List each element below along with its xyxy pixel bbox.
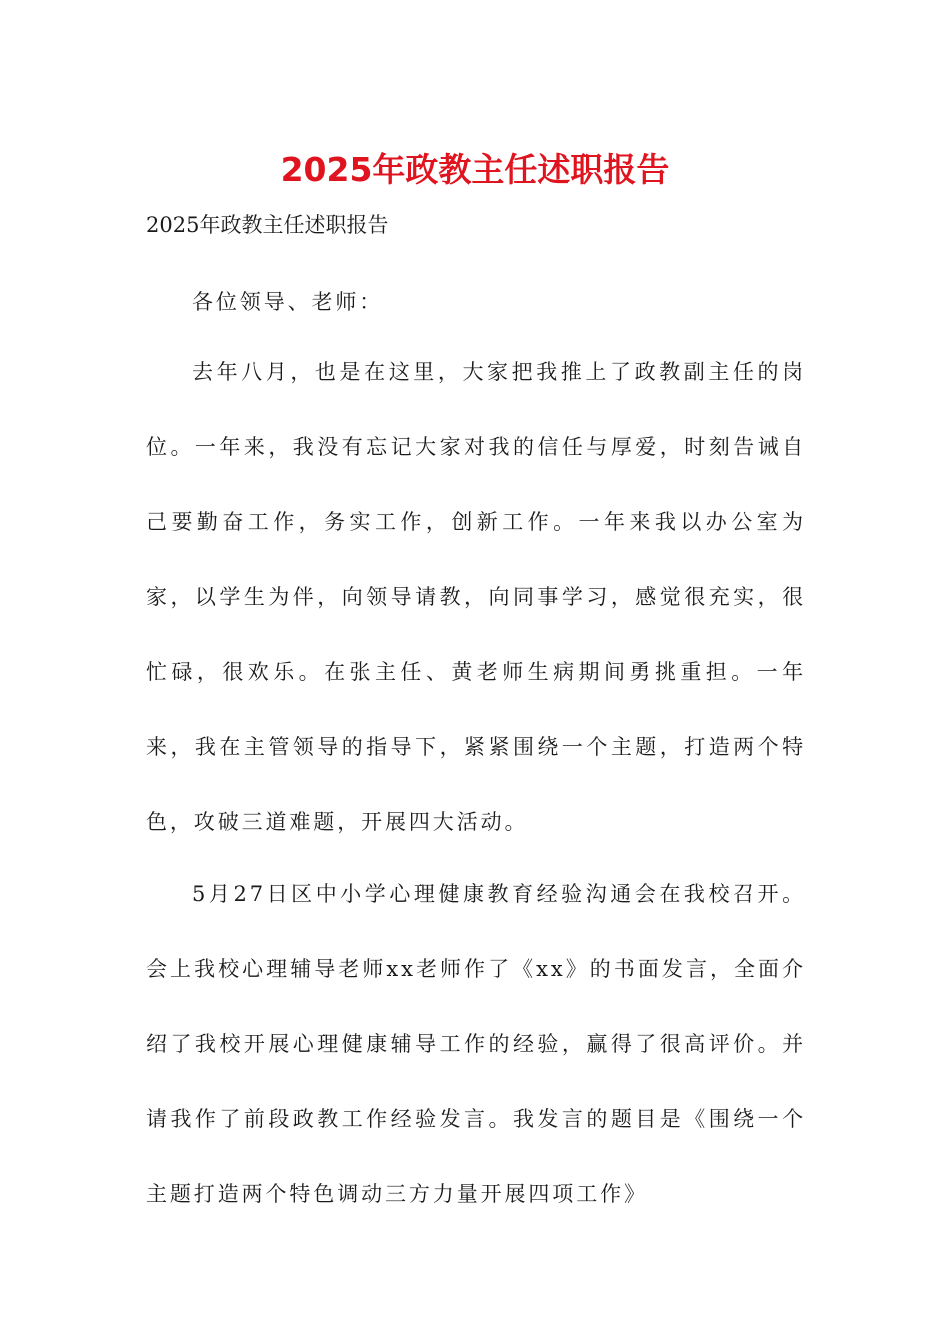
paragraph-greeting: 各位领导、老师： bbox=[192, 290, 384, 314]
document-title: 2025年政教主任述职报告 bbox=[280, 150, 670, 189]
document-subtitle: 2025年政教主任述职报告 bbox=[146, 213, 389, 237]
paragraph-two: 5月27日区中小学心理健康教育经验沟通会在我校召开。会上我校心理辅导老师xx老师作了《xx》的书面发言，全面介绍了我校开展心理健康辅导工作的经验，赢得了很高评价。并请我作了前段政教工作经验发言。我发言的题目是《围绕一个主题打造两个特色调动三方力量开展四项工作》 bbox=[146, 882, 806, 1206]
paragraph-one: 去年八月，也是在这里，大家把我推上了政教副主任的岗位。一年来，我没有忘记大家对我的信任与厚爱，时刻告诫自己要勤奋工作，务实工作，创新工作。一年来我以办公室为家，以学生为伴，向领导请教，向同事学习，感觉很充实，很忙碌，很欢乐。在张主任、黄老师生病期间勇挑重担。一年来，我在主管领导的指导下，紧紧围绕一个主题，打造两个特色，攻破三道难题，开展四大活动。 bbox=[146, 360, 806, 834]
